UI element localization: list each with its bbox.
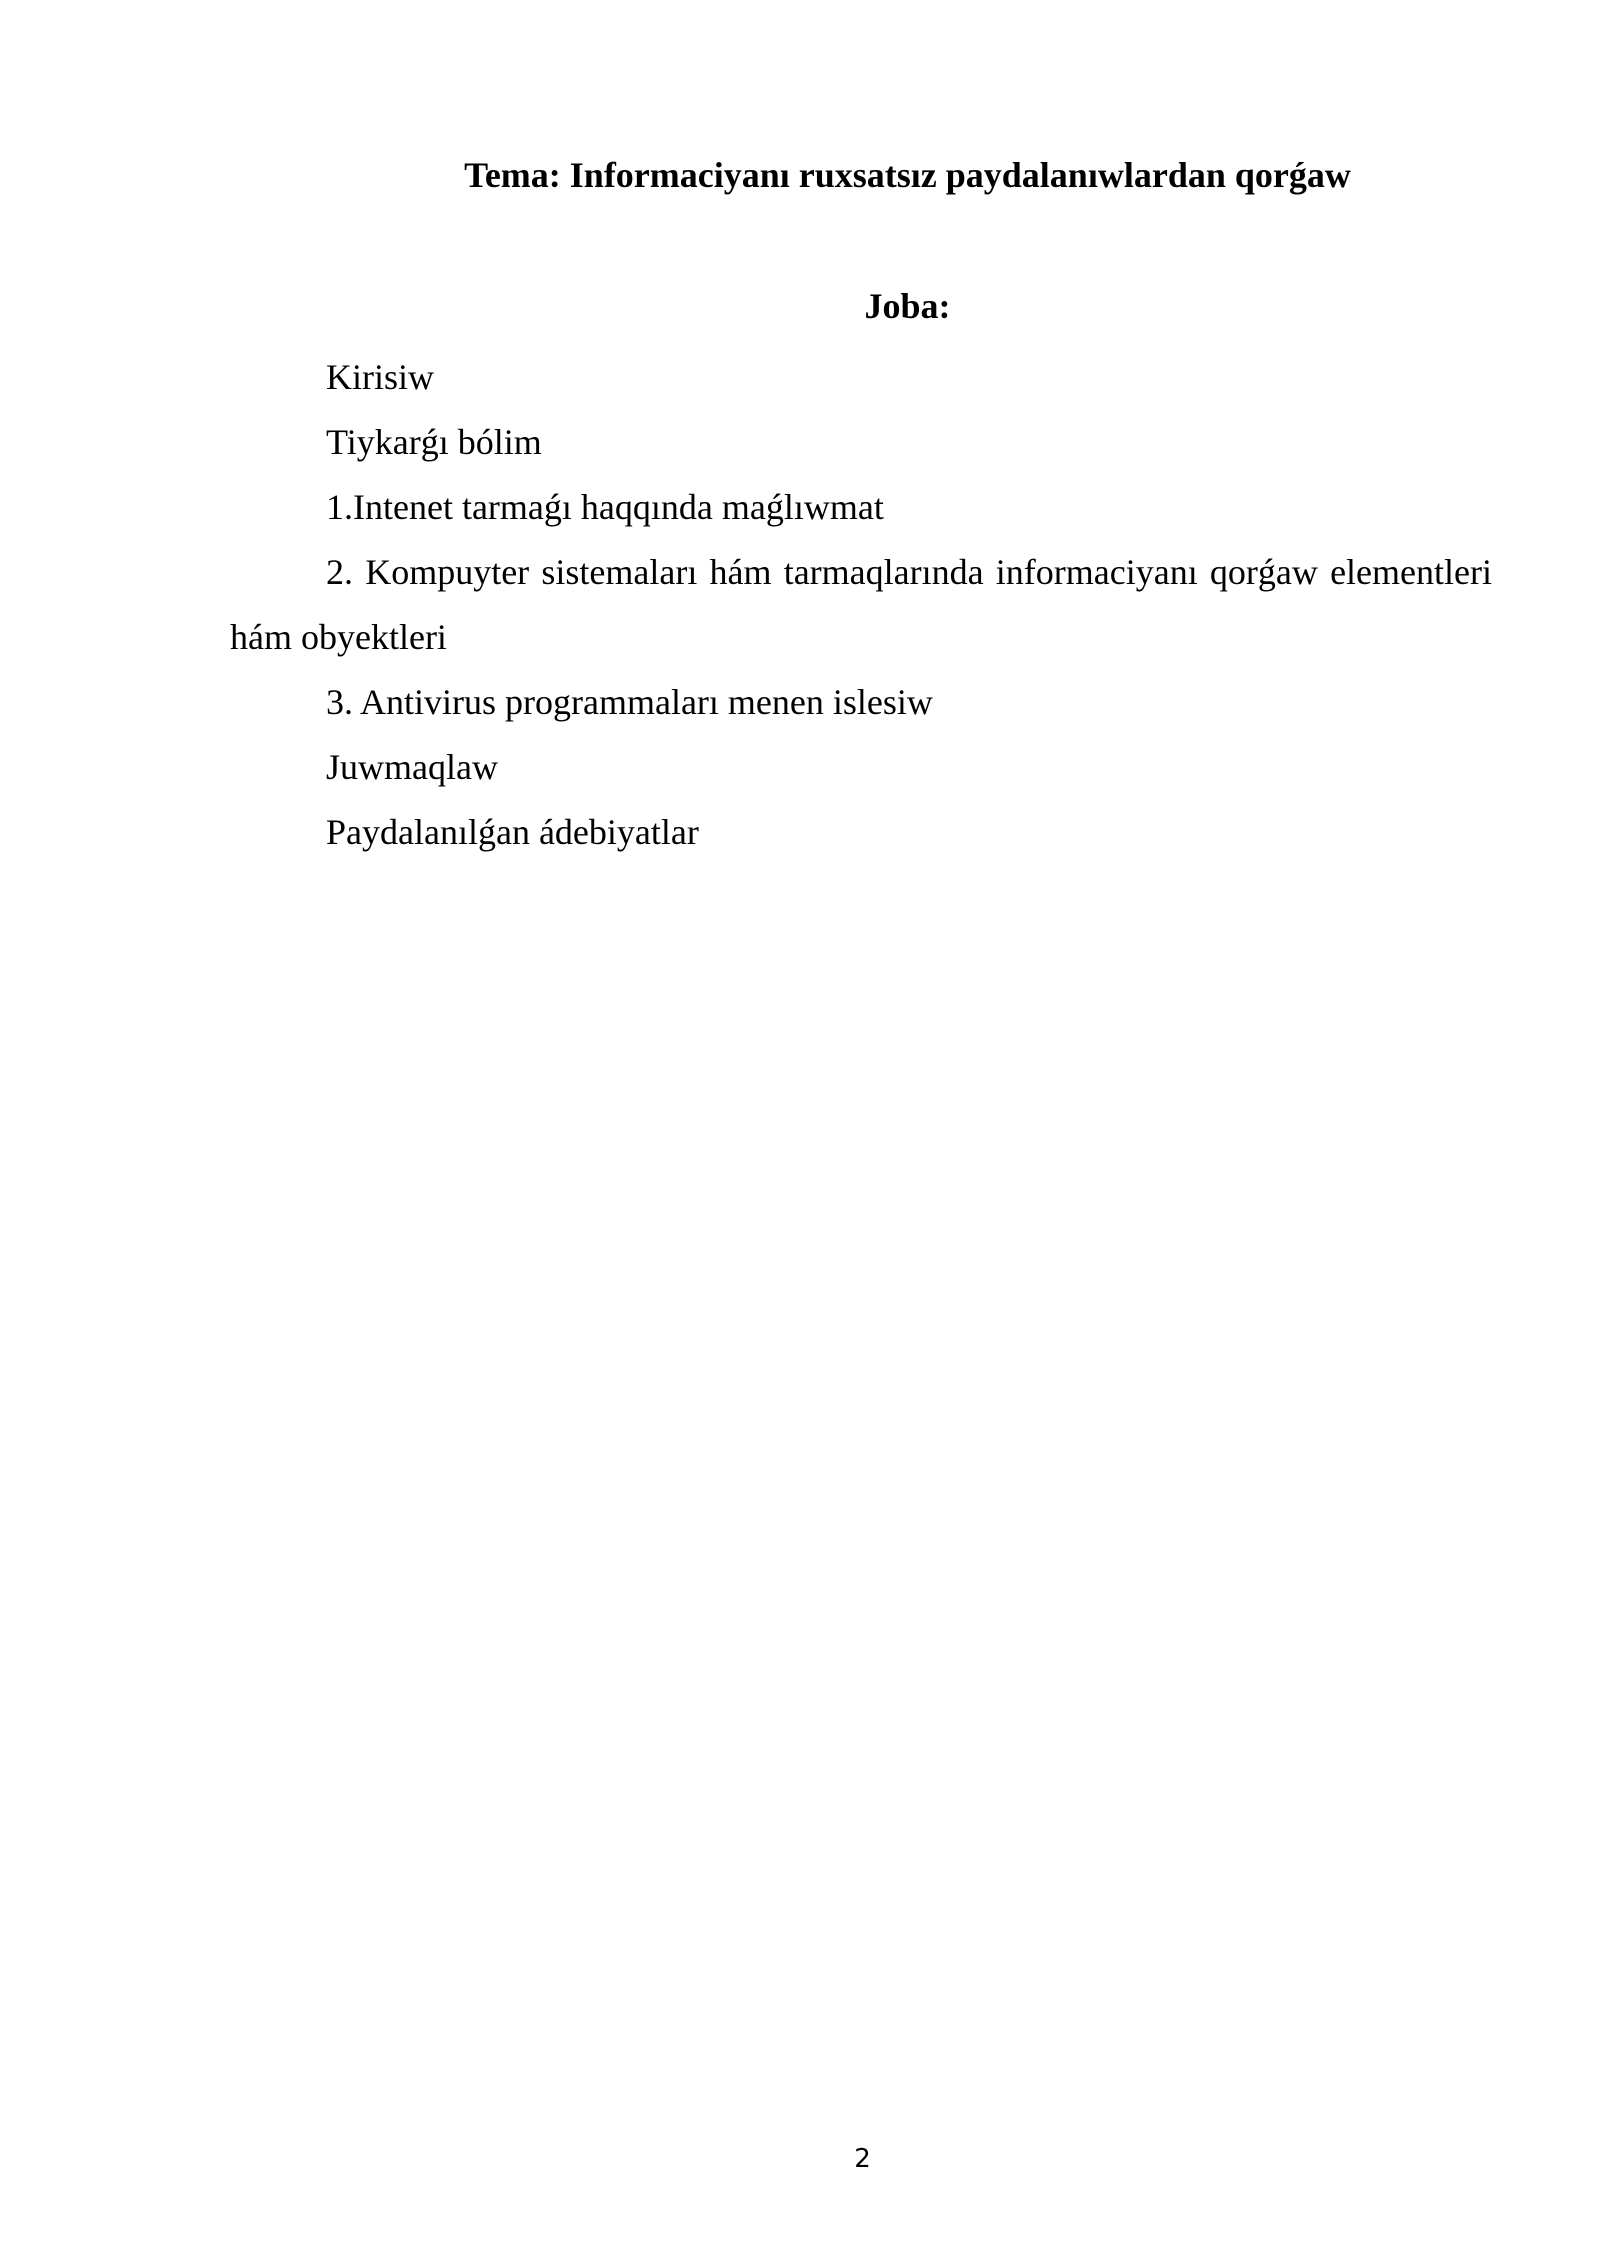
page-number: 2 — [854, 2144, 871, 2174]
toc-item-main-part: Tiykarǵı bólim — [326, 422, 542, 462]
toc-item-conclusion: Juwmaqlaw — [326, 747, 498, 787]
toc-item-3: 3. Antivirus programmaları menen islesiw — [326, 682, 933, 722]
toc-item-2: 2. Kompuyter sistemaları hám tarmaqlarında informaciyanı qorǵaw elementleri hám obyektleri — [230, 552, 1492, 657]
toc-item-references: Paydalanılǵan ádebiyatlar — [326, 812, 699, 852]
document-title: Tema: Informaciyanı ruxsatsız paydalanıwlardan qorǵaw — [464, 155, 1351, 195]
toc-item-introduction: Kirisiw — [326, 357, 434, 397]
toc-item-1: 1.Intenet tarmaǵı haqqında maǵlıwmat — [326, 487, 884, 527]
table-of-contents — [230, 345, 1492, 865]
plan-heading: Joba: — [864, 286, 951, 326]
